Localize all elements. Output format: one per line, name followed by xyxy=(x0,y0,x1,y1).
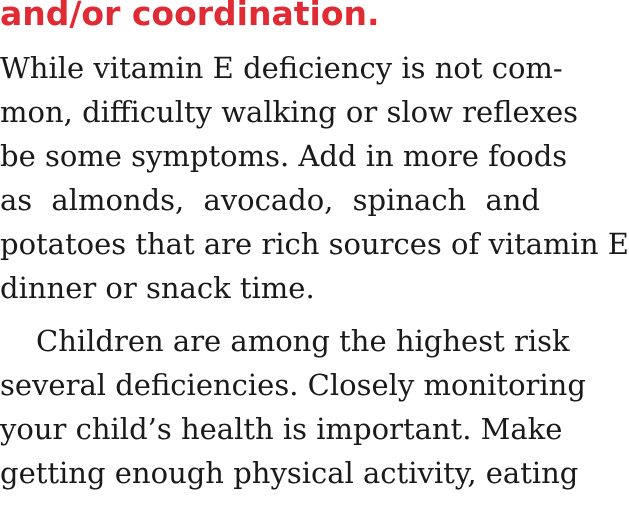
body-line: dinner or snack time. xyxy=(0,271,315,305)
body-line: While vitamin E deficiency is not com- xyxy=(0,51,563,85)
body-line: Children are among the highest risk xyxy=(36,324,570,358)
body-line: several deficiencies. Closely monitoring xyxy=(0,368,586,402)
body-line: potatoes that are rich sources of vitamin E xyxy=(0,227,629,261)
body-line: your child’s health is important. Make xyxy=(0,412,563,446)
body-line: mon, difficulty walking or slow reflexes xyxy=(0,95,579,129)
body-line: as almonds, avocado, spinach and xyxy=(0,183,540,217)
body-line: be some symptoms. Add in more foods xyxy=(0,139,568,173)
section-heading: and/or coordination. xyxy=(0,0,380,33)
body-line: getting enough physical activity, eating xyxy=(0,456,579,490)
